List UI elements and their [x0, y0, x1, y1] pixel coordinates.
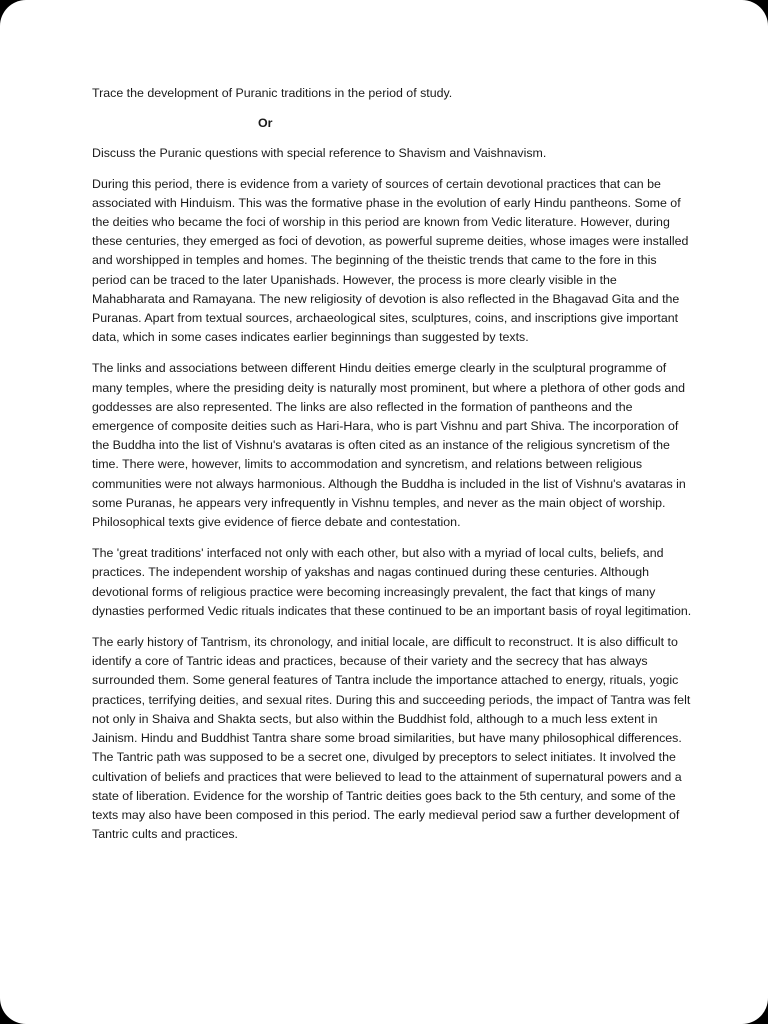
paragraph-3: The 'great traditions' interfaced not only with each other, but also with a myriad of local cults, beliefs, and practices. The independent worship of yakshas and nagas continued during these centuries. Although devotional forms of religious practice were becoming increasingly prevalent, the fact that kings of many dynasties performed Vedic rituals indicates that these continued to be an important basis of royal legitimation.: [92, 546, 692, 618]
paragraph-4: The early history of Tantrism, its chronology, and initial locale, are difficult to reconstruct. It is also difficult to identify a core of Tantric ideas and practices, because of their variety and the secrecy that has always surrounded them. Some general features of Tantra include the importance attached to energy, rituals, yogic practices, terrifying deities, and sexual rites. During this and succeeding periods, the impact of Tantra was felt not only in Shaiva and Shakta sects, but also within the Buddhist fold, although to a much less extent in Jainism. Hindu and Buddhist Tantra share some broad similarities, but have many philosophical differences. The Tantric path was supposed to be a secret one, divulged by preceptors to select initiates. It involved the cultivation of beliefs and practices that were believed to lead to the attainment of supernatural powers and a state of liberation. Evidence for the worship of Tantric deities goes back to the 5th century, and some of the texts may also have been composed in this period. The early medieval period saw a further development of Tantric cults and practices.: [92, 635, 691, 842]
or-label: Or: [258, 116, 273, 131]
document-content: [92, 84, 692, 856]
question-1: Trace the development of Puranic traditions in the period of study.: [92, 86, 453, 100]
paragraph-2: The links and associations between different Hindu deities emerge clearly in the sculptural programme of many temples, where the presiding deity is naturally most prominent, but where a plethora of other gods and goddesses are also represented. The links are also reflected in the formation of pantheons and the emergence of composite deities such as Hari-Hara, who is part Vishnu and part Shiva. The incorporation of the Buddha into the list of Vishnu's avataras is often cited as an instance of the religious syncretism of the time. There were, however, limits to accommodation and syncretism, and relations between religious communities were not always harmonious. Although the Buddha is included in the list of Vishnu's avataras in some Puranas, he appears very infrequently in Vishnu temples, and never as the main object of worship. Philosophical texts give evidence of fierce debate and contestation.: [92, 361, 686, 530]
question-2: Discuss the Puranic questions with special reference to Shavism and Vaishnavism.: [92, 146, 547, 161]
paragraph-1: During this period, there is evidence from a variety of sources of certain devotional practices that can be associated with Hinduism. This was the formative phase in the evolution of early Hindu pantheons. Some of the deities who became the foci of worship in this period are known from Vedic literature. However, during these centuries, they emerged as foci of devotion, as powerful supreme deities, whose images were installed and worshipped in temples and homes. The beginning of the theistic trends that came to the fore in this period can be traced to the later Upanishads. However, the process is more clearly visible in the Mahabharata and Ramayana. The new religiosity of devotion is also reflected in the Bhagavad Gita and the Puranas. Apart from textual sources, archaeological sites, sculptures, coins, and inscriptions give important data, which in some cases indicates earlier beginnings than suggested by texts.: [92, 176, 689, 345]
